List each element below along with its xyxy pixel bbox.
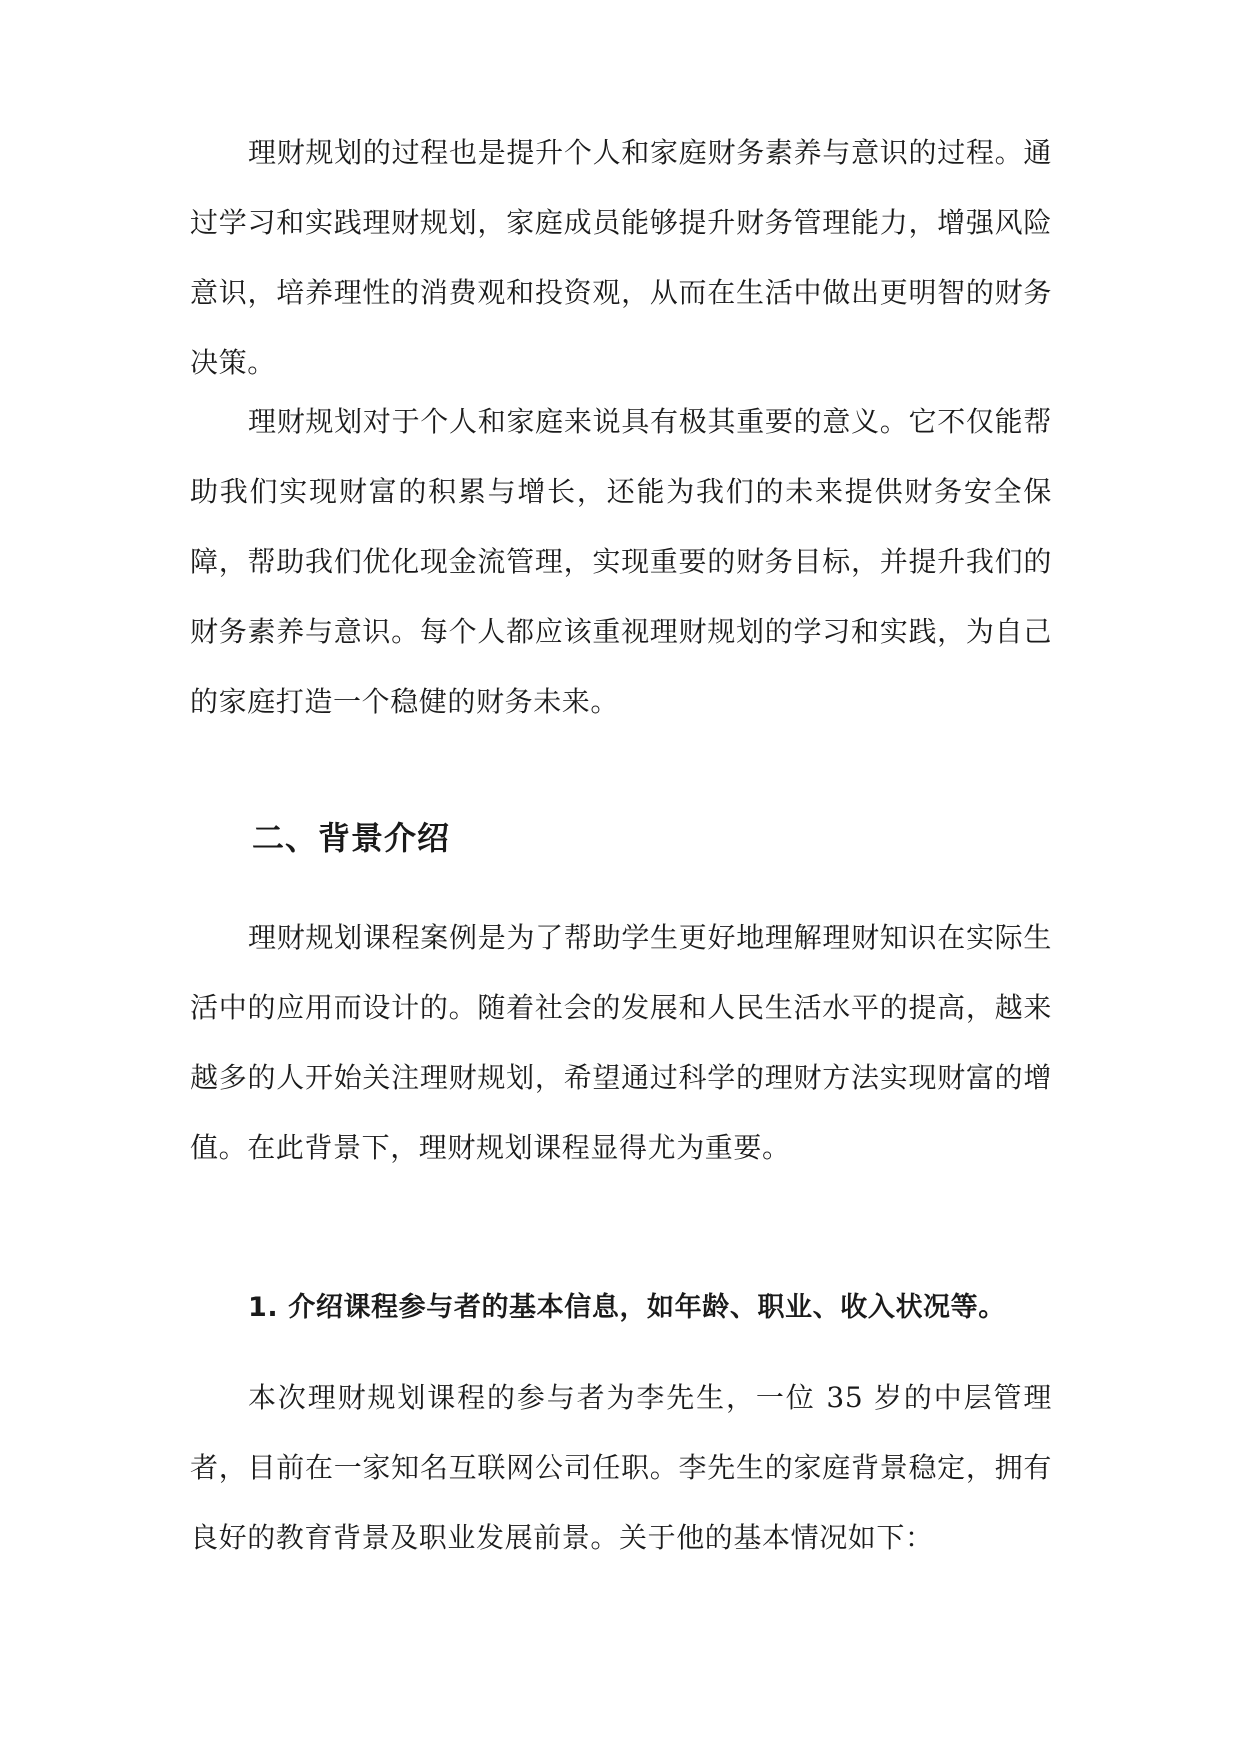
paragraph-background: 理财规划课程案例是为了帮助学生更好地理解理财知识在实际生活中的应用而设计的。随着社会的发展和人民生活水平的提高，越来越多的人开始关注理财规划，希望通过科学的理财方法实现财富的增值。在此背景下，理财规划课程显得尤为重要。 (190, 921, 1052, 1164)
paragraph-participant: 本次理财规划课程的参与者为李先生，一位 35 岁的中层管理者，目前在一家知名互联网公司任职。李先生的家庭背景稳定，拥有良好的教育背景及职业发展前景。关于他的基本情况如下： (190, 1381, 1052, 1554)
section-heading-background: 二、背景介绍 (252, 819, 451, 857)
paragraph-financial-literacy: 理财规划的过程也是提升个人和家庭财务素养与意识的过程。通过学习和实践理财规划，家庭成员能够提升财务管理能力，增强风险意识，培养理性的消费观和投资观，从而在生活中做出更明智的财务决策。 (190, 136, 1052, 379)
subheading-participant-info: 1. 介绍课程参与者的基本信息，如年龄、职业、收入状况等。 (248, 1292, 1006, 1323)
paragraph-importance: 理财规划对于个人和家庭来说具有极其重要的意义。它不仅能帮助我们实现财富的积累与增长，还能为我们的未来提供财务安全保障，帮助我们优化现金流管理，实现重要的财务目标，并提升我们的财务素养与意识。每个人都应该重视理财规划的学习和实践，为自己的家庭打造一个稳健的财务未来。 (190, 405, 1052, 718)
